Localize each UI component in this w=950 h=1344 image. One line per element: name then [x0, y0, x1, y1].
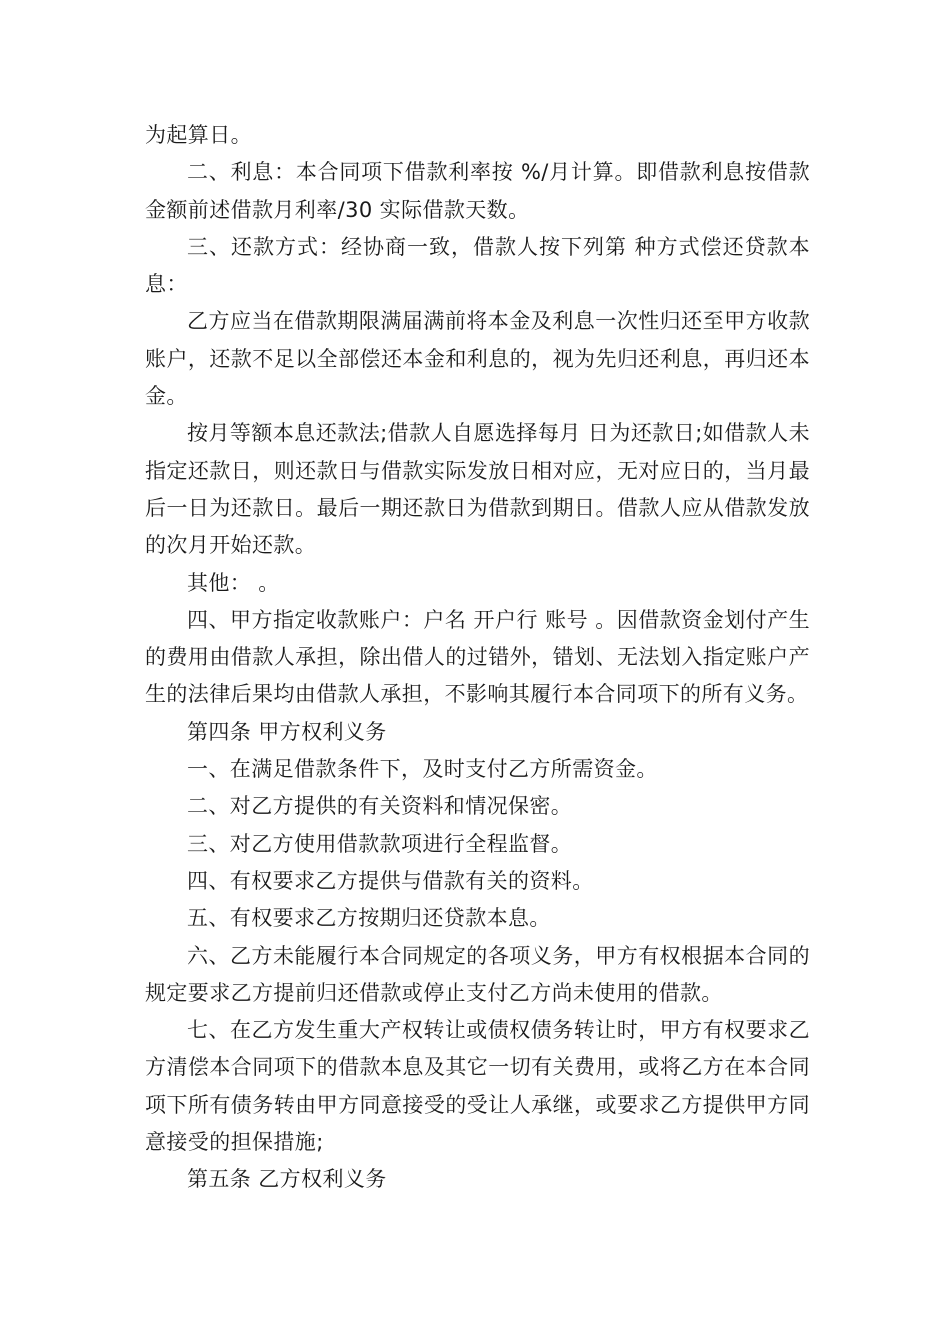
- paragraph-designated-account: 四、甲方指定收款账户：户名 开户行 账号 。因借款资金划付产生的费用由借款人承担，除出借人的过错外，错划、无法划入指定账户产生的法律后果均由借款人承担，不影响其履行本合同项下的所有义务。: [145, 607, 810, 707]
- list-item-article-4-6: 六、乙方未能履行本合同规定的各项义务，甲方有权根据本合同的规定要求乙方提前归还借款或停止支付乙方尚未使用的借款。: [145, 943, 810, 1005]
- paragraph-lump-sum-repayment: 乙方应当在借款期限满届满前将本金及利息一次性归还至甲方收款账户，还款不足以全部偿还本金和利息的，视为先归还利息，再归还本金。: [145, 309, 810, 409]
- paragraph-monthly-installment: 按月等额本息还款法;借款人自愿选择每月 日为还款日;如借款人未指定还款日，则还款日与借款实际发放日相对应，无对应日的，当月最后一日为还款日。最后一期还款日为借款到期日。借款人应从借款发放的次月开始还款。: [145, 421, 810, 558]
- paragraph-interest: 二、利息：本合同项下借款利率按 %/月计算。即借款利息按借款金额前述借款月利率/30 实际借款天数。: [145, 160, 810, 222]
- list-item-article-4-5: 五、有权要求乙方按期归还贷款本息。: [187, 906, 551, 931]
- paragraph-repayment-method: 三、还款方式：经协商一致，借款人按下列第 种方式偿还贷款本息：: [145, 234, 810, 297]
- list-item-article-4-3: 三、对乙方使用借款款项进行全程监督。: [187, 831, 573, 856]
- list-item-article-4-1: 一、在满足借款条件下，及时支付乙方所需资金。: [187, 757, 658, 782]
- list-item-article-4-7: 七、在乙方发生重大产权转让或债权债务转让时，甲方有权要求乙方清偿本合同项下的借款本息及其它一切有关费用，或将乙方在本合同项下所有债务转由甲方同意接受的受让人承继，或要求乙方提供甲方同意接受的担保措施;: [145, 1018, 810, 1155]
- section-heading-article-4: 第四条 甲方权利义务: [187, 719, 387, 744]
- document-body: [145, 117, 810, 1199]
- list-item-article-4-2: 二、对乙方提供的有关资料和情况保密。: [187, 794, 573, 819]
- list-item-article-4-4: 四、有权要求乙方提供与借款有关的资料。: [187, 868, 594, 893]
- paragraph-start-date-fragment: 为起算日。: [145, 123, 252, 147]
- paragraph-other: 其他： 。: [187, 570, 280, 595]
- section-heading-article-5: 第五条 乙方权利义务: [187, 1167, 387, 1192]
